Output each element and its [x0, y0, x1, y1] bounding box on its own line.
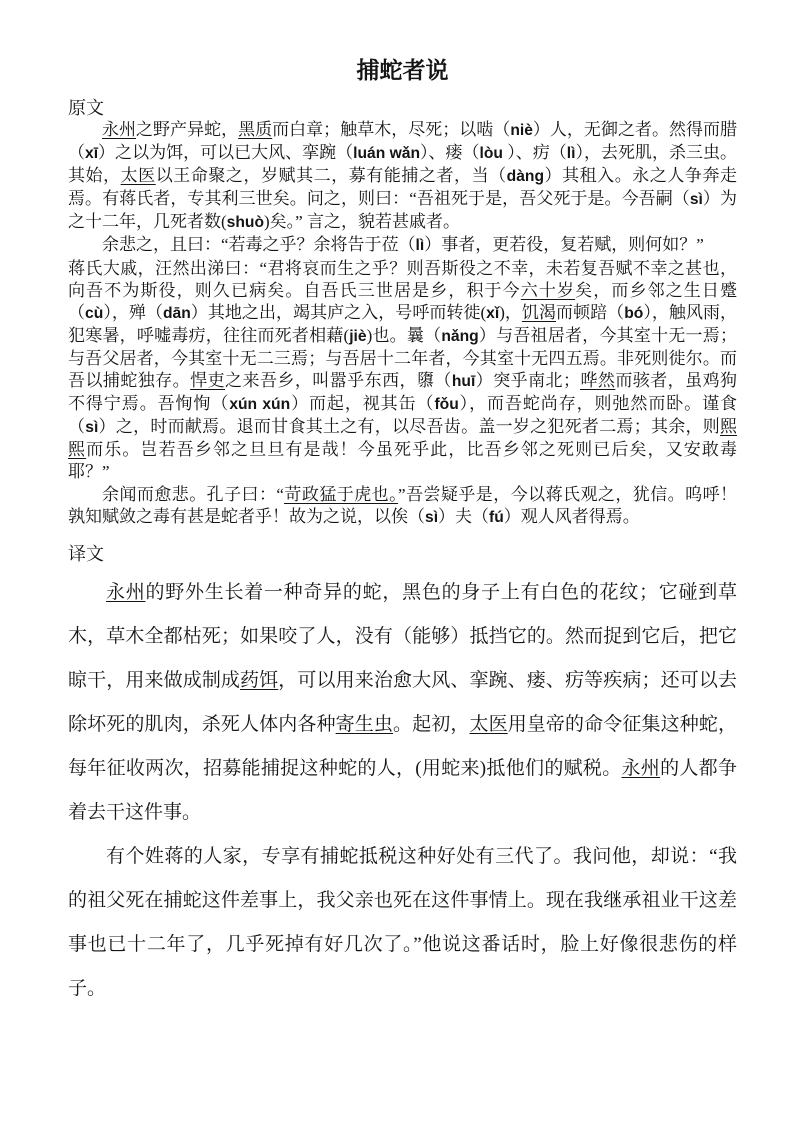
original-paragraphs: [68, 119, 737, 529]
original-label: 原文: [68, 98, 104, 118]
original-paragraph: 余闻而愈悲。孔子曰：“苛政猛于虎也。”吾尝疑乎是，今以蒋氏观之，犹信。呜呼！孰知赋敛之毒有甚是蛇者乎！故为之说，以俟（sì）夫（fú）观人风者得焉。: [68, 484, 738, 526]
original-paragraph: 蒋氏大戚，汪然出涕曰：“君将哀而生之乎？则吾斯役之不幸，未若复吾赋不幸之甚也，向吾不为斯役，则久已病矣。自吾氏三世居是乡，积于今六十岁矣，而乡邻之生日蹙（cù），殚（dān）其地之出，竭其庐之入，号呼而转徙(xǐ)，饥渴而顿踣（bó），触风雨，犯寒暑，呼嘘毒疠，往往而死者相藉(jiè)也。曩（nǎng）与吾祖居者，今其室十无一焉；与吾父居者，今其室十无二三焉；与吾居十二年者，今其室十无四五焉。非死则徙尔。而吾以捕蛇独存。悍吏之来吾乡，叫嚣乎东西，隳（huī）突乎南北；哗然而骇者，虽鸡狗不得宁焉。吾恂恂（xún xún）而起，视其缶（fǒu），而吾蛇尚存，则弛然而卧。谨食（sì）之，时而献焉。退而甘食其土之有，以尽吾齿。盖一岁之犯死者二焉；其余，则熙熙而乐。岂若吾乡邻之旦旦有是哉！今虽死乎此，比吾乡邻之死则已后矣，又安敢毒耶？”: [68, 258, 738, 482]
translation-section: [68, 543, 737, 1011]
original-paragraph: 余悲之，且曰：“若毒之乎？余将告于莅（lì）事者，更若役，复若赋，则何如？”: [102, 235, 704, 255]
document-title: 捕蛇者说: [356, 58, 449, 83]
original-paragraph: 永州之野产异蛇，黑质而白章；触草木，尽死；以啮（niè）人，无御之者。然得而腊（xī）之以为饵，可以已大风、挛踠（luán wǎn）、瘘（lòu ）、疠（lì），去死肌，杀三虫。其始，太医以王命聚之，岁赋其二，募有能捕之者，当（dàng）其租入。永之人争奔走焉。有蒋氏者，专其利三世矣。问之，则曰：“吾祖死于是，吾父死于是。今吾嗣（sì）为之十二年，几死者数(shuò)矣。” 言之，貌若甚戚者。: [68, 120, 738, 232]
translation-paragraph: 永州的野外生长着一种奇异的蛇，黑色的身子上有白色的花纹；它碰到草木，草木全都枯死；如果咬了人，没有（能够）抵挡它的。然而捉到它后，把它晾干，用来做成制成药饵，可以用来治愈大风、挛踠、瘘、疠等疾病；还可以去除坏死的肌肉，杀死人体内各种寄生虫。起初，太医用皇帝的命令征集这种蛇，每年征收两次，招募能捕捉这种蛇的人，(用蛇来)抵他们的赋税。永州的人都争着去干这件事。: [68, 581, 737, 823]
original-section: [68, 97, 737, 529]
translation-label: 译文: [68, 543, 104, 564]
translation-paragraph: 有个姓蒋的人家，专享有捕蛇抵税这种好处有三代了。我问他，却说：“我的祖父死在捕蛇这件差事上，我父亲也死在这件事情上。现在我继承祖业干这差事也已十二年了，几乎死掉有好几次了。”他说这番话时，脸上好像很悲伤的样子。: [68, 845, 737, 999]
translation-paragraphs: [68, 571, 737, 1011]
